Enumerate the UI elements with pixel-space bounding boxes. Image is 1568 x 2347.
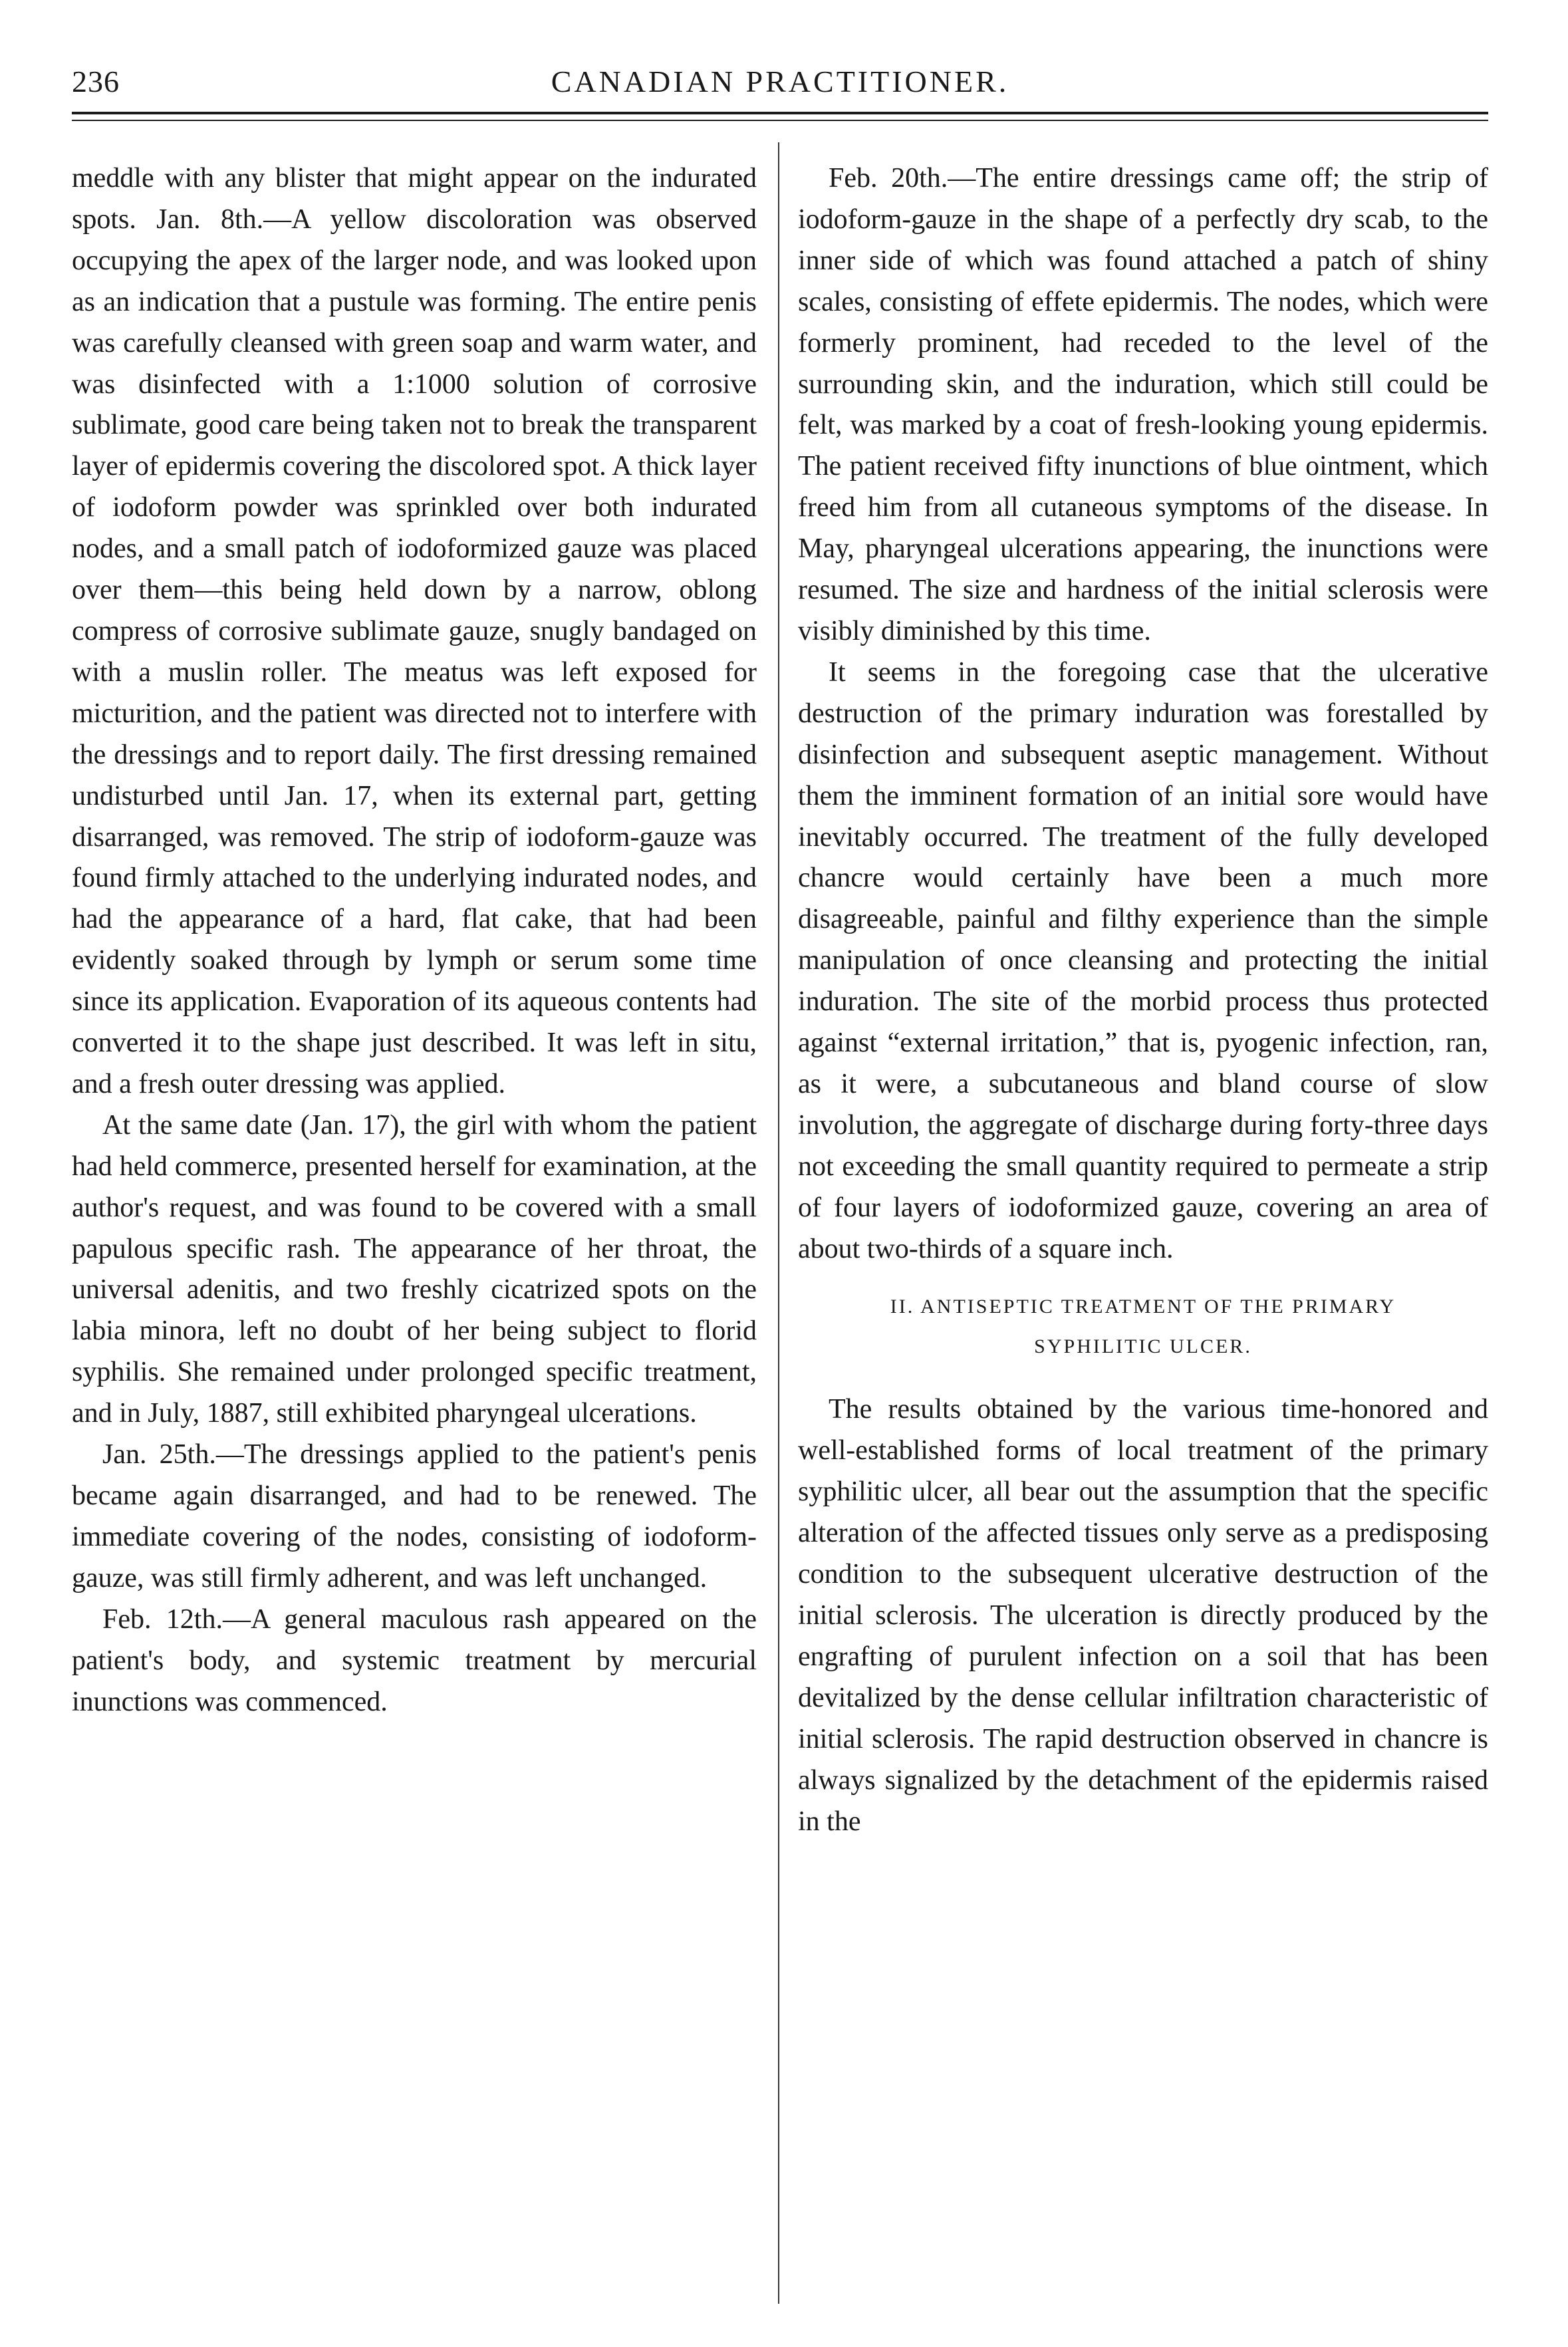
section-heading-line: SYPHILITIC ULCER.	[1034, 1335, 1252, 1358]
header-rule	[72, 112, 1488, 114]
paragraph: Jan. 25th.—The dressings applied to the patient's penis became again disarranged, and had to be renewed. The immediate covering of the nodes, consisting of iodoform-gauze, was still firmly adherent, and was left unchanged.	[72, 1439, 757, 1593]
page-number: 236	[72, 65, 120, 98]
paragraph: The results obtained by the various time-honored and well-established forms of local treatment of the primary syphilitic ulcer, all bear out the assumption that the specific alteration of the affected tissues only serve as a predisposing condition to the subsequent ulcerative destruction of the initial sclerosis. The ulceration is directly produced by the engrafting of purulent infection on a soil that has been devitalized by the dense cellular infiltration characteristic of initial sclerosis. The rapid destruction observed in chancre is always signalized by the detachment of the epidermis raised in the	[798, 1394, 1488, 1837]
page-header	[72, 59, 1488, 112]
paragraph: Feb. 12th.—A general maculous rash appeared on the patient's body, and systemic treatment by mercurial inunctions was commenced.	[72, 1603, 757, 1717]
column-divider	[778, 142, 779, 2304]
paragraph: It seems in the foregoing case that the ulcerative destruction of the primary induration was forestalled by disinfection and subsequent aseptic management. Without them the imminent formation of an initial sore would have inevitably occurred. The treatment of the fully developed chancre would certainly have been a much more disagreeable, painful and filthy experience than the simple manipulation of once cleansing and protecting the initial induration. The site of the morbid process thus protected against “external irritation,” that is, pyogenic infection, ran, as it were, a subcutaneous and bland course of slow involution, the aggregate of discharge during forty-three days not exceeding the small quantity required to permeate a strip of four layers of iodoformized gauze, covering an area of about two-thirds of a square inch.	[798, 656, 1488, 1264]
left-column	[72, 158, 757, 1723]
right-column	[798, 158, 1488, 1842]
running-title: CANADIAN PRACTITIONER.	[551, 65, 1009, 98]
paragraph: Feb. 20th.—The entire dressings came off; the strip of iodoform-gauze in the shape of a perfectly dry scab, to the inner side of which was found attached a patch of shiny scales, consisting of effete epidermis. The nodes, which were formerly prominent, had receded to the level of the surrounding skin, and the induration, which still could be felt, was marked by a coat of fresh-looking young epidermis. The patient received fifty inunctions of blue ointment, which freed him from all cutaneous symptoms of the disease. In May, pharyngeal ulcerations appearing, the inunctions were resumed. The size and hardness of the initial sclerosis were visibly diminished by this time.	[798, 163, 1488, 646]
paragraph: meddle with any blister that might appear on the indurated spots. Jan. 8th.—A yellow discoloration was observed occupying the apex of the larger node, and was looked upon as an indication that a pustule was forming. The entire penis was carefully cleansed with green soap and warm water, and was disinfected with a 1:1000 solution of corrosive sublimate, good care being taken not to break the transparent layer of epidermis covering the discolored spot. A thick layer of iodoform powder was sprinkled over both indurated nodes, and a small patch of iodoformized gauze was placed over them—this being held down by a narrow, oblong compress of corrosive sublimate gauze, snugly bandaged on with a muslin roller. The meatus was left exposed for micturition, and the patient was directed not to interfere with the dressings and to report daily. The first dressing remained undisturbed until Jan. 17, when its external part, getting disarranged, was removed. The strip of iodoform-gauze was found firmly attached to the underlying indurated nodes, and had the appearance of a hard, flat cake, that had been evidently soaked through by lymph or serum some time since its application. Evaporation of its aqueous contents had converted it to the shape just described. It was left in situ, and a fresh outer dressing was applied.	[72, 163, 757, 1099]
paragraph: At the same date (Jan. 17), the girl with whom the patient had held commerce, presented herself for examination, at the author's request, and was found to be covered with a small papulous specific rash. The appearance of her throat, the universal adenitis, and two freshly cicatrized spots on the labia minora, left no doubt of her being subject to florid syphilis. She remained under prolonged specific treatment, and in July, 1887, still exhibited pharyngeal ulcerations.	[72, 1109, 757, 1429]
section-heading	[798, 1287, 1488, 1367]
section-heading-line: II. ANTISEPTIC TREATMENT OF THE PRIMARY	[890, 1296, 1396, 1318]
header-rule-thin	[72, 120, 1488, 121]
